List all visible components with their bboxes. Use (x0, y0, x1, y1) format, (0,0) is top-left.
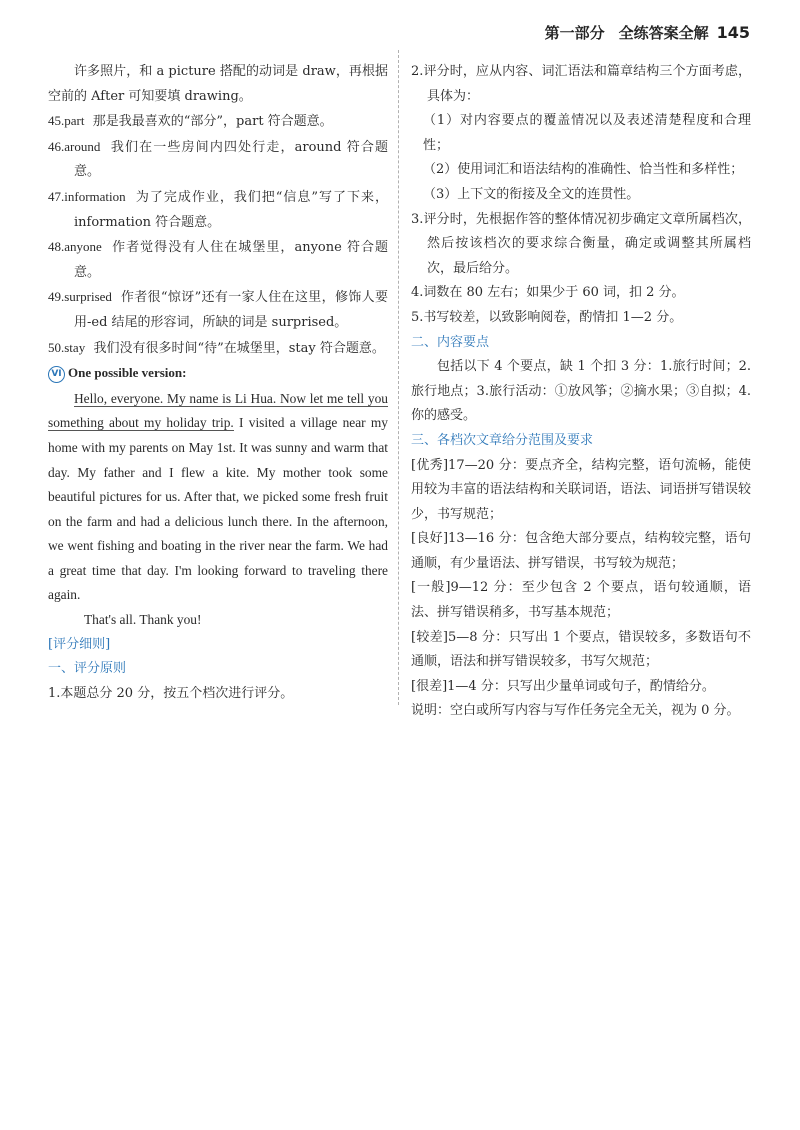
answer-item: 47.information 为了完成作业，我们把“信息”写了下来，information 符合题意。 (48, 188, 389, 230)
content-points-title: 二、内容要点 (411, 334, 490, 350)
level-poor: [较差]5—8 分：只写出 1 个要点，错误较多，多数语句不通顺，语法和拼写错误较多，书写欠规范； (411, 629, 751, 670)
essay-body: I visited a village near my home with my parents on May 1st. It was sunny and warm that day. My father and I flew a kite. My mother took some beautiful pictures for us. After that, we picked some fresh fruit on the farm and had a delicious lunch there. In the afternoon, we went fishing and boating in the river near the farm. We had a great time that day. I'm looking forward to traveling there again. (48, 415, 388, 603)
column-divider (398, 50, 399, 705)
section-label: 第一部分 (544, 24, 605, 42)
answer-item: 48.anyone 作者觉得没有人住在城堡里，anyone 符合题意。 (48, 239, 389, 280)
essay-underlined-opening: Hello, everyone. My name is Li Hua. Now let me tell you something about my holiday trip. (48, 390, 388, 431)
version-title: One possible version: (68, 365, 187, 381)
level-good: [良好]13—16 分：包含绝大部分要点，结构较完整，语句通顺，有少量语法、拼写错误，书写较为规范； (411, 531, 751, 571)
rubric-subitem: （2）使用词汇和语法结构的准确性、恰当性和多样性； (423, 162, 744, 178)
rubric-subitem: （3）上下文的衔接及全文的连贯性。 (423, 186, 640, 202)
answer-item: 45.part 那是我最喜欢的“部分”，part 符合题意。 (48, 113, 333, 130)
answer-item: 46.around 我们在一些房间内四处行走，around 符合题意。 (48, 138, 388, 180)
answer-item: 49.surprised 作者很“惊讶”还有一家人住在这里，修饰人要用-ed 结尾的形容词，所缺的词是 surprised。 (48, 289, 388, 330)
section-six-badge: VI (48, 366, 65, 383)
rubric-item-1: 1.本题总分 20 分，按五个档次进行评分。 (48, 685, 294, 701)
rubric-note: 说明：空白或所写内容与写作任务完全无关，视为 0 分。 (411, 703, 740, 719)
level-very-poor: [很差]1—4 分：只写出少量单词或句子，酌情给分。 (411, 678, 715, 694)
right-column (411, 60, 751, 724)
page-number: 145 (716, 23, 750, 42)
essay-ending: That's all. Thank you! (84, 612, 202, 628)
rubric-item-3: 3.评分时，先根据作答的整体情况初步确定文章所属档次，然后按该档次的要求综合衡量，确定或调整其所属档次，最后给分。 (411, 211, 751, 276)
book-title: 全练答案全解 (618, 24, 709, 42)
rubric-item-5: 5.书写较差，以致影响阅卷，酌情扣 1—2 分。 (411, 309, 683, 325)
level-average: [一般]9—12 分：至少包含 2 个要点，语句较通顺，语法、拼写错误稍多，书写基本规范； (411, 580, 751, 621)
rubric-title: [评分细则] (48, 636, 111, 652)
continued-explanation: 许多照片，和 a picture 搭配的动词是 draw，再根据空前的 After 可知要填 drawing。 (48, 64, 388, 104)
answer-item: 50.stay 我们没有很多时间“待”在城堡里，stay 符合题意。 (48, 339, 385, 356)
rubric-item-4: 4.词数在 80 左右；如果少于 60 词，扣 2 分。 (411, 285, 685, 301)
version-heading (48, 361, 388, 387)
left-column (48, 60, 388, 706)
model-essay (48, 387, 388, 608)
rubric-section-1: 一、评分原则 (48, 661, 127, 677)
rubric-item-2: 2.评分时，应从内容、词汇语法和篇章结构三个方面考虑，具体为： (411, 64, 751, 104)
content-points-text: 包括以下 4 个要点，缺 1 个扣 3 分：1.旅行时间；2.旅行地点；3.旅行活动：①放风筝；②摘水果；③自拟；4.你的感受。 (411, 359, 751, 424)
rubric-subitem: （1）对内容要点的覆盖情况以及表述清楚程度和合理性； (423, 113, 751, 153)
levels-title: 三、各档次文章给分范围及要求 (411, 432, 594, 448)
page-header (545, 22, 750, 43)
level-excellent: [优秀]17—20 分：要点齐全，结构完整，语句流畅，能使用较为丰富的语法结构和关联词语，语法、词语拼写错误较少，书写规范； (411, 457, 751, 522)
